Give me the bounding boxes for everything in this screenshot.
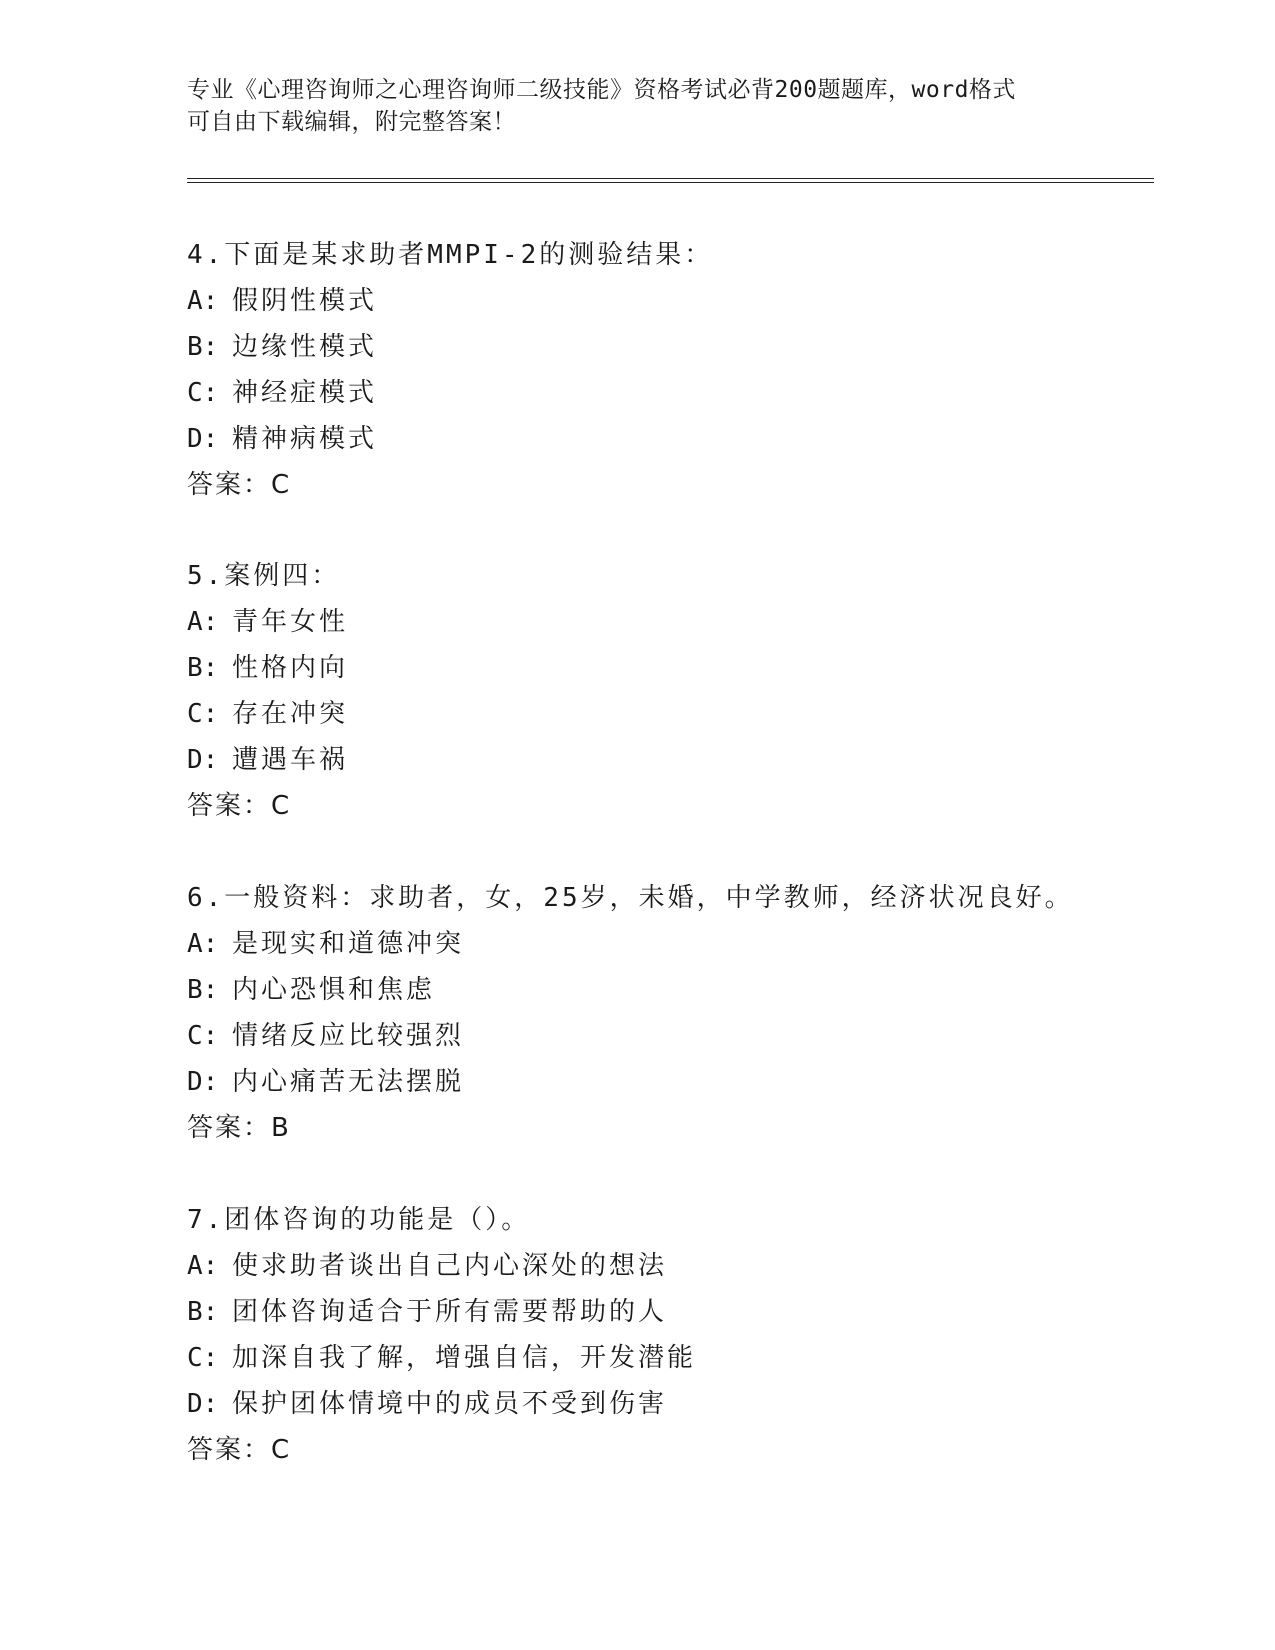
answer: 答案：C — [187, 1435, 292, 1465]
option-letter: B: — [187, 1297, 219, 1327]
option-text: 保护团体情境中的成员不受到伤害 — [232, 1389, 668, 1419]
option-text: 存在冲突 — [232, 699, 349, 729]
option-text: 青年女性 — [232, 607, 349, 637]
header-line-2: 可自由下载编辑，附完整答案！ — [187, 109, 516, 135]
option-a — [187, 599, 1187, 645]
header-divider-bottom — [187, 182, 1154, 183]
option-text: 性格内向 — [232, 653, 349, 683]
option-letter: A: — [187, 607, 219, 637]
header-line-1: 专业《心理咨询师之心理咨询师二级技能》资格考试必背200题题库，word格式 — [187, 77, 1016, 103]
option-letter: B: — [187, 332, 219, 362]
question-stem: 6.一般资料：求助者，女，25岁，未婚，中学教师，经济状况良好。 — [187, 883, 1074, 913]
option-text: 假阴性模式 — [232, 286, 378, 316]
option-a — [187, 921, 1187, 967]
option-c — [187, 1013, 1187, 1059]
option-text: 使求助者谈出自己内心深处的想法 — [232, 1251, 668, 1281]
option-text: 内心痛苦无法摆脱 — [232, 1067, 465, 1097]
option-c — [187, 1335, 1187, 1381]
option-d — [187, 1059, 1187, 1105]
option-c — [187, 691, 1187, 737]
option-text: 边缘性模式 — [232, 332, 378, 362]
question-4 — [187, 232, 1187, 508]
option-text: 加深自我了解，增强自信，开发潜能 — [232, 1343, 697, 1373]
option-letter: A: — [187, 1251, 219, 1281]
option-letter: A: — [187, 286, 219, 316]
option-text: 神经症模式 — [232, 378, 378, 408]
option-letter: D: — [187, 745, 219, 775]
question-7 — [187, 1197, 1187, 1473]
question-5 — [187, 553, 1187, 829]
option-letter: B: — [187, 975, 219, 1005]
option-c — [187, 370, 1187, 416]
option-d — [187, 737, 1187, 783]
question-stem: 7.团体咨询的功能是（）。 — [187, 1205, 531, 1235]
option-text: 精神病模式 — [232, 424, 378, 454]
answer: 答案：B — [187, 1113, 291, 1143]
option-letter: C: — [187, 699, 219, 729]
header-divider-top — [187, 178, 1154, 179]
answer: 答案：C — [187, 791, 292, 821]
option-d — [187, 1381, 1187, 1427]
option-d — [187, 416, 1187, 462]
question-stem: 4.下面是某求助者MMPI-2的测验结果： — [187, 240, 714, 270]
answer: 答案：C — [187, 470, 292, 500]
option-letter: D: — [187, 1389, 219, 1419]
option-letter: D: — [187, 1067, 219, 1097]
option-letter: C: — [187, 378, 219, 408]
option-text: 团体咨询适合于所有需要帮助的人 — [232, 1297, 668, 1327]
option-b — [187, 1289, 1187, 1335]
option-letter: A: — [187, 929, 219, 959]
option-b — [187, 324, 1187, 370]
option-letter: C: — [187, 1343, 219, 1373]
option-a — [187, 278, 1187, 324]
option-a — [187, 1243, 1187, 1289]
option-b — [187, 645, 1187, 691]
option-letter: C: — [187, 1021, 219, 1051]
document-header — [187, 74, 1087, 138]
question-stem: 5.案例四： — [187, 561, 341, 591]
option-text: 内心恐惧和焦虑 — [232, 975, 436, 1005]
option-text: 是现实和道德冲突 — [232, 929, 465, 959]
option-text: 情绪反应比较强烈 — [232, 1021, 465, 1051]
option-b — [187, 967, 1187, 1013]
option-text: 遭遇车祸 — [232, 745, 349, 775]
option-letter: D: — [187, 424, 219, 454]
option-letter: B: — [187, 653, 219, 683]
question-6 — [187, 875, 1187, 1151]
